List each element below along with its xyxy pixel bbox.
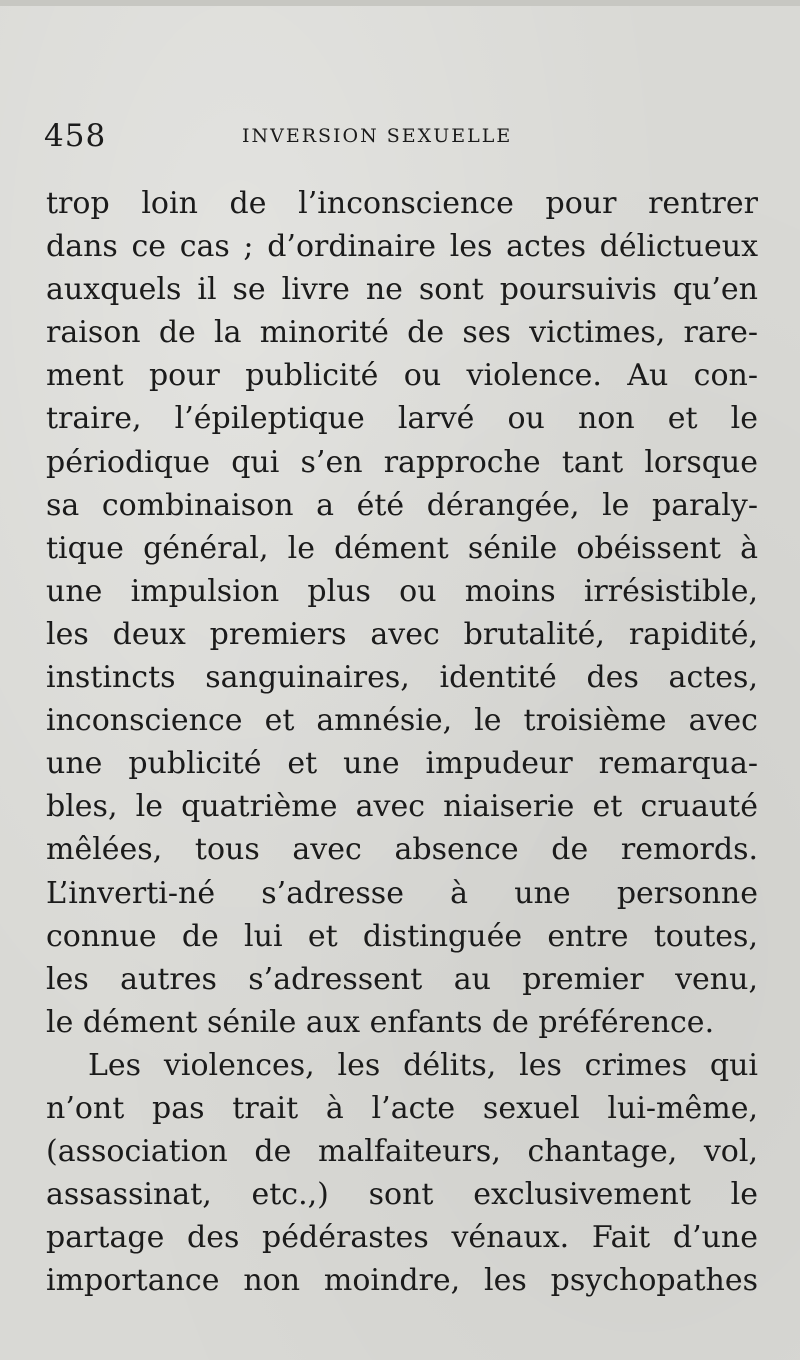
- text-line: une impulsion plus ou moins irrésistible,: [46, 573, 758, 609]
- text-line: assassinat, etc.,) sont exclusivement le: [46, 1177, 758, 1213]
- page-header: [44, 118, 748, 152]
- text-line: mêlées, tous avec absence de remords.: [46, 832, 758, 868]
- text-line: trop loin de l’inconscience pour rentrer: [46, 186, 758, 221]
- text-line: raison de la minorité de ses victimes, rare-: [46, 315, 758, 351]
- page-number: 458: [44, 118, 107, 154]
- text-line: sa combinaison a été dérangée, le paraly-: [46, 487, 758, 523]
- text-line: ment pour publicité ou violence. Au con-: [46, 358, 758, 394]
- paragraph-first-line: Les violences, les délits, les crimes qui: [88, 1047, 758, 1083]
- text-line: L’inverti-né s’adresse à une personne: [46, 875, 758, 911]
- page-top-edge: [0, 0, 800, 6]
- text-line: inconscience et amnésie, le troisième avec: [46, 703, 758, 739]
- text-line: (association de malfaiteurs, chantage, vol,: [46, 1134, 758, 1170]
- text-line: périodique qui s’en rapproche tant lorsque: [46, 444, 758, 480]
- text-line: une publicité et une impudeur remarqua-: [46, 746, 758, 782]
- text-line: les deux premiers avec brutalité, rapidité,: [46, 616, 758, 652]
- text-line: bles, le quatrième avec niaiserie et cruauté: [46, 789, 758, 825]
- text-line: tique général, le dément sénile obéissent à: [46, 530, 758, 566]
- running-title: INVERSION SEXUELLE: [242, 125, 513, 147]
- text-line: n’ont pas trait à l’acte sexuel lui-même,: [46, 1090, 758, 1126]
- body-text: [46, 182, 758, 1302]
- text-line: les autres s’adressent au premier venu,: [46, 961, 758, 997]
- paragraph-last-line: le dément sénile aux enfants de préférence.: [46, 1004, 715, 1040]
- text-line: instincts sanguinaires, identité des actes,: [46, 660, 758, 696]
- text-line: traire, l’épileptique larvé ou non et le: [46, 401, 758, 437]
- text-line: partage des pédérastes vénaux. Fait d’une: [46, 1220, 758, 1256]
- text-line: importance non moindre, les psychopathes: [46, 1263, 758, 1299]
- text-line: auxquels il se livre ne sont poursuivis qu’en: [46, 272, 758, 308]
- text-line: connue de lui et distinguée entre toutes,: [46, 918, 758, 954]
- text-line: dans ce cas ; d’ordinaire les actes délictueux: [46, 229, 758, 265]
